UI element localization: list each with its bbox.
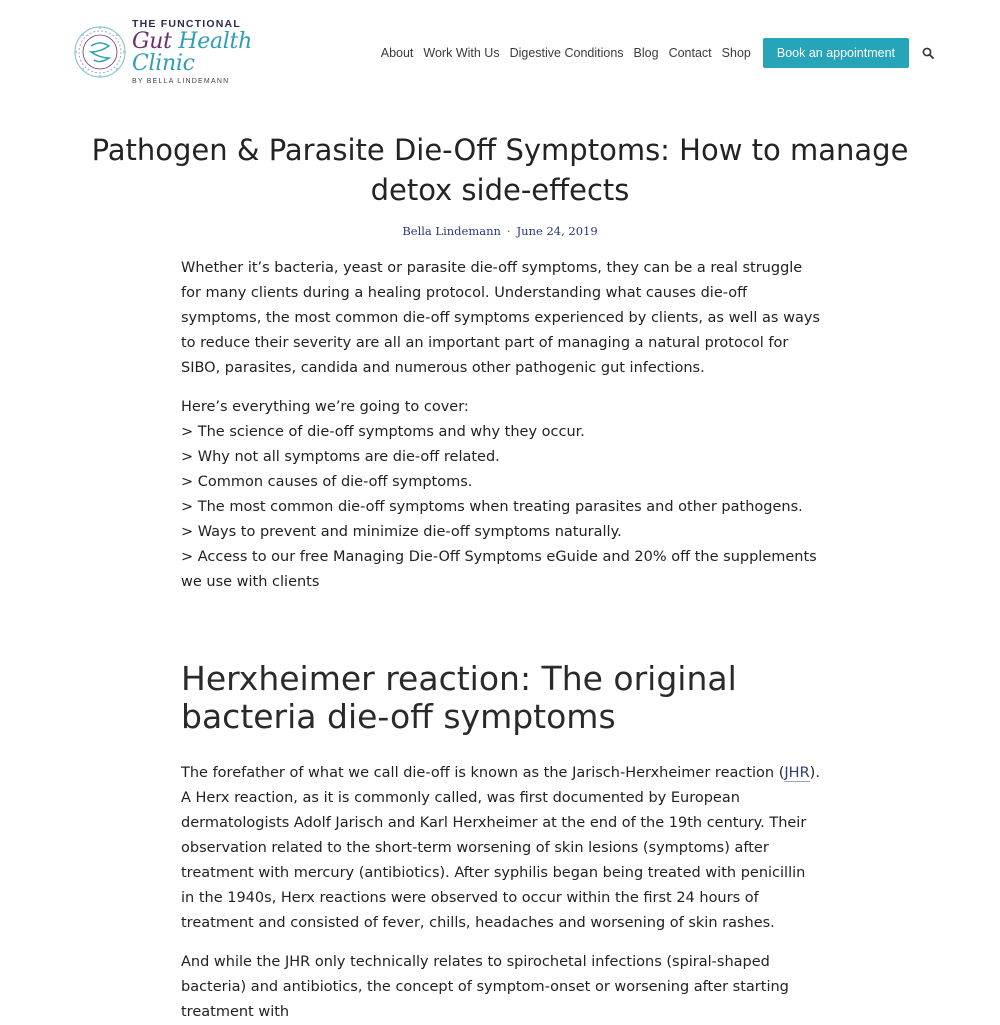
nav-item-contact[interactable]: Contact [668,46,712,60]
book-appointment-button[interactable]: Book an appointment [763,38,909,68]
intestine-mandala-icon [72,24,128,80]
cover-list [181,395,821,595]
list-item: > The science of die-off symptoms and why they occur. [181,424,585,440]
site-header [0,0,1000,105]
section-paragraph-1 [181,761,821,936]
post-meta [0,224,1000,238]
logo-wordmark [132,31,292,75]
post-intro [181,256,821,595]
nav-item-shop[interactable]: Shop [721,46,751,60]
list-item: > Common causes of die-off symptoms. [181,474,473,490]
logo-byline: BY BELLA LINDEMANN [132,78,230,86]
list-item: > Why not all symptoms are die-off related. [181,449,500,465]
nav-item-digestive-conditions[interactable]: Digestive Conditions [509,46,624,60]
search-icon[interactable] [922,47,934,59]
meta-separator: · [506,224,511,238]
section-body [181,761,821,1025]
page-title: Pathogen & Parasite Die-Off Symptoms: How to manage detox side-effects [91,133,909,207]
logo-top-line: THE FUNCTIONAL [132,17,241,30]
list-item: > Ways to prevent and minimize die-off symptoms naturally. [181,524,622,540]
intro-paragraph: Whether it’s bacteria, yeast or parasite die-off symptoms, they can be a real struggle for many clients during a healing protocol. Understanding what causes die-off symptoms, the most common die-off symptoms experienced by clients, as well as ways to reduce their severity are all an important part of managing a natural protocol for SIBO, parasites, candida and numerous other pathogenic gut infections. [181,260,820,376]
post-date: June 24, 2019 [516,224,598,238]
jhr-link[interactable]: JHR [784,765,810,781]
site-logo[interactable] [72,17,292,86]
list-item: > Access to our free Managing Die-Off Symptoms eGuide and 20% off the supplements we use with clients [181,549,817,590]
section-paragraph-2: And while the JHR only technically relates to spirochetal infections (spiral-shaped bacteria) and antibiotics, the concept of symptom-onset or worsening after starting treatment with [181,954,789,1020]
list-item: > The most common die-off symptoms when treating parasites and other pathogens. [181,499,803,515]
logo-wordmark-part2: Health Clinic [132,29,252,77]
section-heading: Herxheimer reaction: The original bacteria die-off symptoms [181,659,737,736]
cover-heading: Here’s everything we’re going to cover: [181,399,469,415]
nav-item-work-with-us[interactable]: Work With Us [423,46,500,60]
author-link[interactable]: Bella Lindemann [402,224,501,238]
section-p1-text-after: ). A Herx reaction, as it is commonly called, was first documented by European dermatologists Adolf Jarisch and Karl Herxheimer at the end of the 19th century. Their observation related to the short-term worsening of skin lesions (symptoms) after treatment with mercury (antibiotics). After syphilis began being treated with penicillin in the 1940s, Herx reactions were observed to occur within the first 24 hours of treatment and consisted of fever, chills, headaches and worsening of skin rashes. [181,765,820,931]
main-nav [381,38,934,68]
nav-item-blog[interactable]: Blog [633,46,659,60]
nav-item-about[interactable]: About [380,46,414,60]
logo-wordmark-part1: Gut [132,29,179,55]
section-p1-text-before: The forefather of what we call die-off is known as the Jarisch-Herxheimer reaction ( [181,765,785,781]
